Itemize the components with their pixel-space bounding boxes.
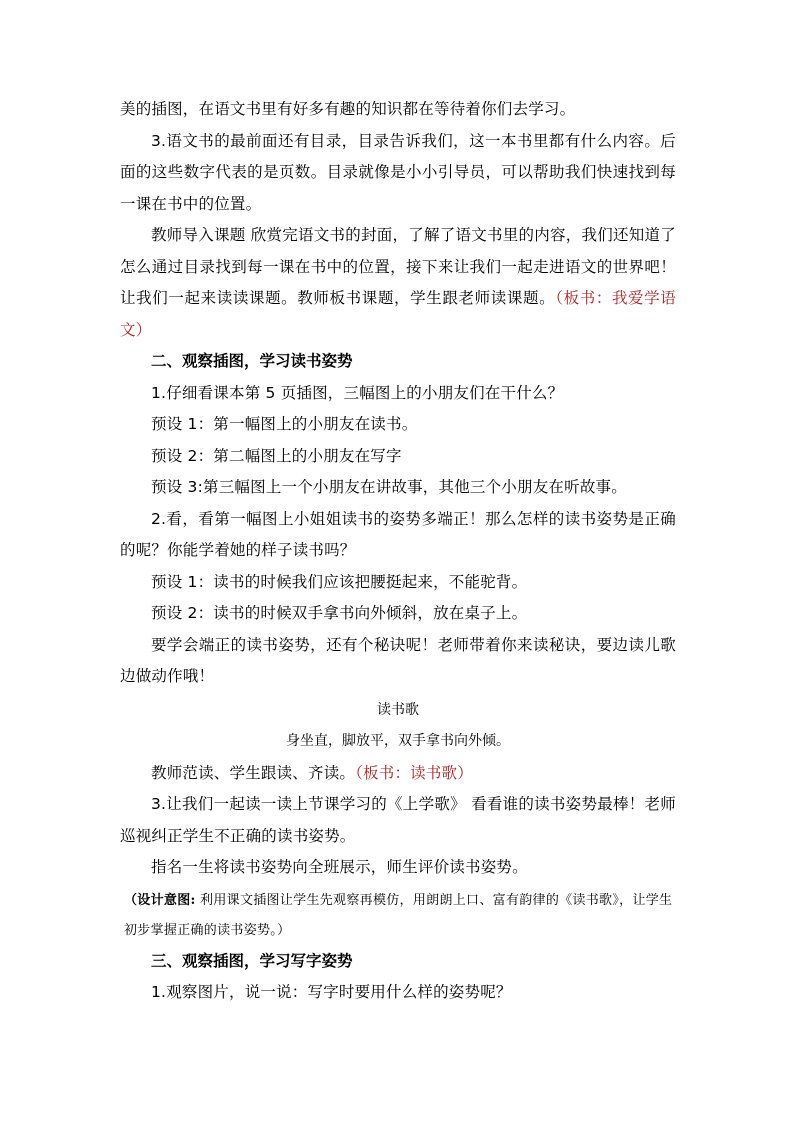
paragraph-table-of-contents: 3.语文书的最前面还有目录，目录告诉我们，这一本书里都有什么内容。后面的这些数字代表的是页数。目录就像是小小引导员，可以帮助我们快速找到每一课在书中的位置。 xyxy=(120,131,676,213)
paragraph-preset-2: 预设 2：第二幅图上的小朋友在写字 xyxy=(151,446,402,465)
paragraph-illustration-end: 美的插图，在语文书里有好多有趣的知识都在等待着你们去学习。 xyxy=(120,100,576,118)
paragraph-school-song: 3.让我们一起读一读上节课学习的《上学歌》 看看谁的读书姿势最棒！老师巡视纠正学生不正确的读书姿势。 xyxy=(120,795,676,845)
document-page xyxy=(120,94,676,1009)
design-intent-text: 利用课文插图让学生先观察再模仿，用朗朗上口、富有韵律的《读书歌》，让学生初步掌握正确的读书姿势。） xyxy=(124,892,673,938)
design-intent-label: （设计意图: xyxy=(124,892,196,908)
paragraph-correct-posture: 2.看，看第一幅图上小姐姐读书的姿势多端正！那么怎样的读书姿势是正确的呢？你能学着她的样子读书吗？ xyxy=(120,509,676,559)
section-heading-reading-posture: 二、观察插图，学习读书姿势 xyxy=(151,352,353,370)
paragraph-reading-practice xyxy=(120,758,676,790)
design-intent-note xyxy=(120,886,676,946)
paragraph-question-illustration: 1.仔细看课本第 5 页插图，三幅图上的小朋友们在干什么？ xyxy=(151,383,564,402)
paragraph-preset-1: 预设 1：第一幅图上的小朋友在读书。 xyxy=(151,415,418,433)
board-note-poem: （板书：读书歌） xyxy=(355,763,473,782)
paragraph-introduce-title xyxy=(120,220,676,346)
section-heading-writing-posture: 三、观察插图，学习写字姿势 xyxy=(151,951,353,970)
paragraph-observe-writing: 1.观察图片，说一说：写字时要用什么样的姿势呢？ xyxy=(151,983,512,1001)
board-note-title: （板书：我爱学语文） xyxy=(120,289,677,339)
paragraph-posture-preset-1: 预设 1：读书的时候我们应该把腰挺起来，不能驼背。 xyxy=(151,572,528,591)
poem-line: 身坐直，脚放平，双手拿书向外倾。 xyxy=(286,733,510,749)
paragraph-secret-rhyme: 要学会端正的读书姿势，还有个秘诀呢！老师带着你来读秘诀，要边读儿歌边做动作哦！ xyxy=(120,635,676,685)
introduce-title-text: 教师导入课题 欣赏完语文书的封面，了解了语文书里的内容，我们还知道了怎么通过目录找到每一课在书中的位置，接下来让我们一起走进语文的世界吧！让我们一起来读读课题。教师板书课题，学生跟老师读课题。 xyxy=(120,226,676,307)
paragraph-posture-preset-2: 预设 2：读书的时候双手拿书向外倾斜，放在桌子上。 xyxy=(151,604,528,622)
paragraph-demonstration: 指名一生将读书姿势向全班展示，师生评价读书姿势。 xyxy=(151,858,528,876)
paragraph-preset-3: 预设 3:第三幅图上一个小朋友在讲故事，其他三个小朋友在听故事。 xyxy=(151,478,627,496)
poem-title: 读书歌 xyxy=(377,701,419,718)
reading-practice-text: 教师范读、学生跟读、齐读。 xyxy=(151,763,356,782)
